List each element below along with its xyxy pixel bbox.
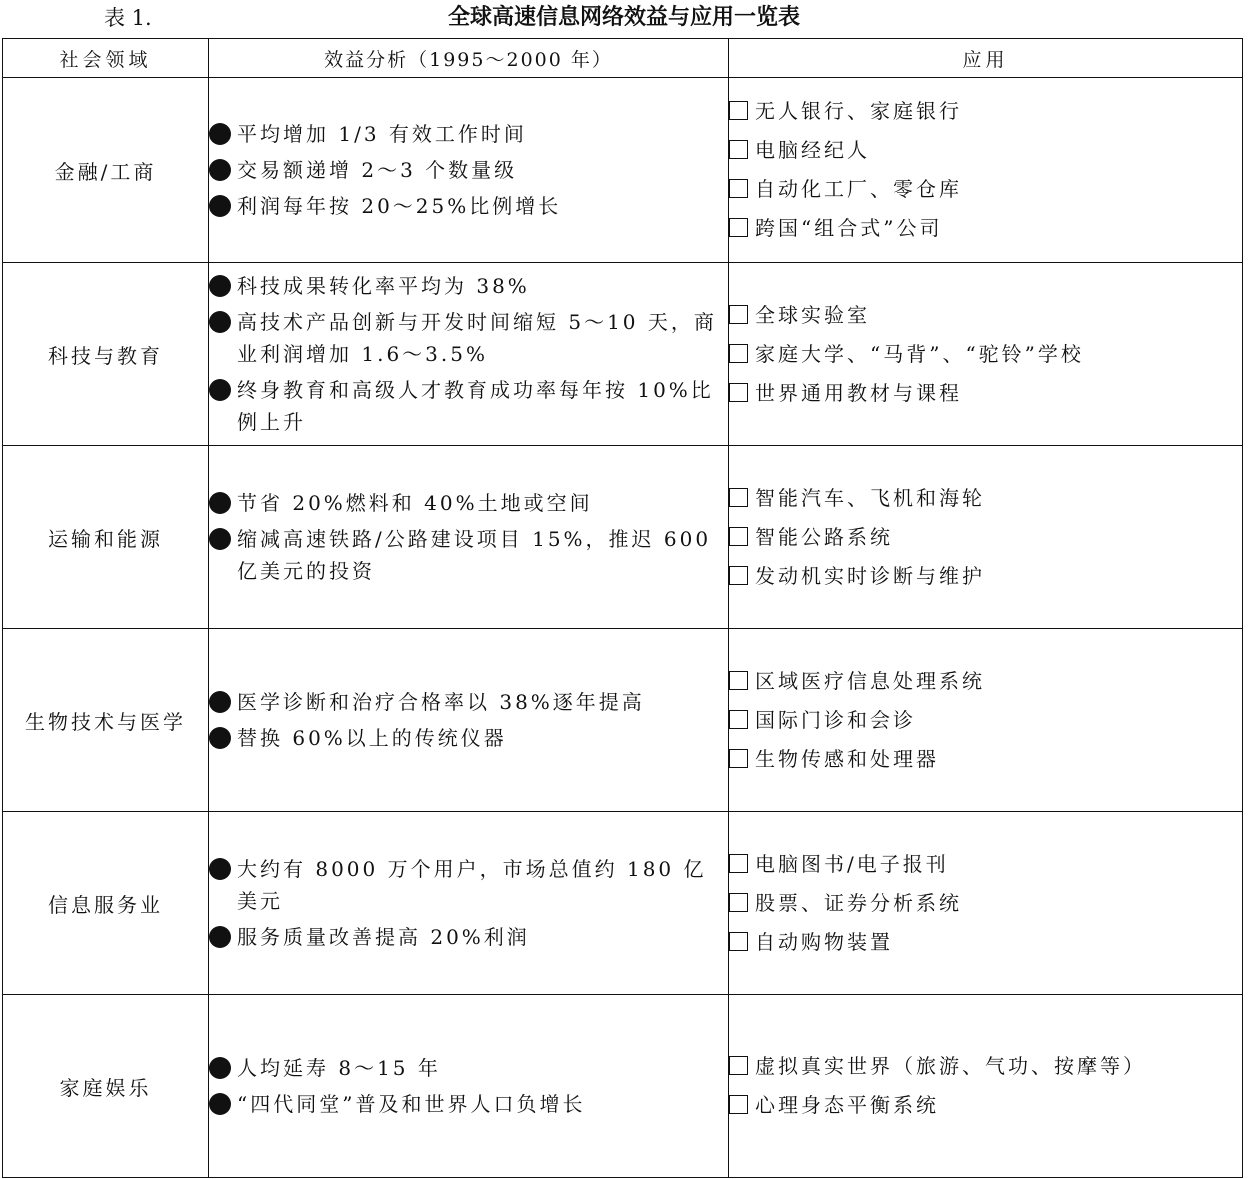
benefit-item <box>209 1088 728 1120</box>
application-item <box>729 170 1242 209</box>
application-item <box>729 845 1242 884</box>
checkbox-square-icon <box>729 527 748 546</box>
table-row <box>3 812 1243 995</box>
application-text: 智能公路系统 <box>755 524 893 549</box>
benefits-cell <box>209 263 729 446</box>
domain-cell: 家庭娱乐 <box>3 995 209 1178</box>
application-item <box>729 1086 1242 1125</box>
applications-list <box>729 92 1242 248</box>
application-item <box>729 884 1242 923</box>
application-text: 自动购物装置 <box>755 929 893 954</box>
benefit-text: 平均增加 1/3 有效工作时间 <box>237 122 527 146</box>
application-item <box>729 131 1242 170</box>
application-item <box>729 1047 1242 1086</box>
bullet-dot-icon <box>209 123 231 145</box>
application-text: 智能汽车、飞机和海轮 <box>755 485 985 510</box>
domain-cell: 信息服务业 <box>3 812 209 995</box>
table-row <box>3 78 1243 263</box>
bullet-dot-icon <box>209 926 231 948</box>
bullet-dot-icon <box>209 275 231 297</box>
application-item <box>729 479 1242 518</box>
applications-cell <box>729 995 1243 1178</box>
table-row <box>3 263 1243 446</box>
benefit-item <box>209 118 728 150</box>
benefit-text: 缩减高速铁路/公路建设项目 15%，推迟 600 亿美元的投资 <box>237 527 712 583</box>
applications-list <box>729 1047 1242 1125</box>
application-text: 国际门诊和会诊 <box>755 707 916 732</box>
checkbox-square-icon <box>729 932 748 951</box>
bullet-dot-icon <box>209 311 231 333</box>
benefits-list <box>209 487 728 587</box>
bullet-dot-icon <box>209 159 231 181</box>
benefits-list <box>209 853 728 953</box>
header-benefits: 效益分析（1995～2000 年） <box>209 39 729 78</box>
application-text: 跨国“组合式”公司 <box>755 216 943 240</box>
benefit-item <box>209 523 728 587</box>
application-item <box>729 374 1242 413</box>
benefits-cell <box>209 446 729 629</box>
application-item <box>729 92 1242 131</box>
benefit-text: 高技术产品创新与开发时间缩短 5～10 天，商业利润增加 1.6～3.5% <box>237 310 717 366</box>
table-caption <box>0 0 1248 38</box>
applications-list <box>729 479 1242 596</box>
application-item <box>729 296 1242 335</box>
benefits-cell <box>209 629 729 812</box>
benefit-item <box>209 154 728 186</box>
application-item <box>729 209 1242 248</box>
benefit-text: 医学诊断和治疗合格率以 38%逐年提高 <box>237 690 645 714</box>
benefits-list <box>209 686 728 754</box>
header-row <box>3 39 1243 78</box>
checkbox-square-icon <box>729 854 748 873</box>
benefit-item <box>209 722 728 754</box>
application-text: 虚拟真实世界（旅游、气功、按摩等） <box>755 1054 1146 1078</box>
benefit-item <box>209 853 728 917</box>
application-text: 无人银行、家庭银行 <box>755 99 962 123</box>
bullet-dot-icon <box>209 1057 231 1079</box>
applications-list <box>729 845 1242 962</box>
application-item <box>729 701 1242 740</box>
application-item <box>729 518 1242 557</box>
bullet-dot-icon <box>209 528 231 550</box>
checkbox-square-icon <box>729 671 748 690</box>
table-number-label: 表 1. <box>104 6 152 30</box>
header-domain: 社会领域 <box>3 39 209 78</box>
benefit-item <box>209 487 728 519</box>
applications-list <box>729 296 1242 413</box>
checkbox-square-icon <box>729 140 748 159</box>
bullet-dot-icon <box>209 1093 231 1115</box>
application-item <box>729 923 1242 962</box>
benefits-applications-table <box>2 38 1243 1178</box>
bullet-dot-icon <box>209 691 231 713</box>
checkbox-square-icon <box>729 179 748 198</box>
benefits-list <box>209 1052 728 1120</box>
benefit-item <box>209 190 728 222</box>
application-item <box>729 557 1242 596</box>
benefit-text: 科技成果转化率平均为 38% <box>237 274 530 298</box>
benefit-item <box>209 686 728 718</box>
header-applications: 应用 <box>729 39 1243 78</box>
bullet-dot-icon <box>209 858 231 880</box>
benefit-text: 人均延寿 8～15 年 <box>237 1056 441 1080</box>
checkbox-square-icon <box>729 893 748 912</box>
benefit-item <box>209 1052 728 1084</box>
application-item <box>729 740 1242 779</box>
benefit-item <box>209 306 728 370</box>
bullet-dot-icon <box>209 727 231 749</box>
benefit-text: 服务质量改善提高 20%利润 <box>237 925 530 949</box>
benefits-cell <box>209 78 729 263</box>
table-row <box>3 995 1243 1178</box>
checkbox-square-icon <box>729 344 748 363</box>
checkbox-square-icon <box>729 1056 748 1075</box>
checkbox-square-icon <box>729 383 748 402</box>
application-text: 生物传感和处理器 <box>755 746 939 771</box>
benefit-item <box>209 374 728 438</box>
applications-cell <box>729 812 1243 995</box>
applications-cell <box>729 446 1243 629</box>
table-row <box>3 629 1243 812</box>
checkbox-square-icon <box>729 1095 748 1114</box>
domain-cell: 金融/工商 <box>3 78 209 263</box>
benefit-text: 交易额递增 2～3 个数量级 <box>237 158 518 182</box>
application-item <box>729 335 1242 374</box>
domain-cell: 运输和能源 <box>3 446 209 629</box>
application-text: 电脑经纪人 <box>755 138 870 162</box>
checkbox-square-icon <box>729 488 748 507</box>
benefit-text: 大约有 8000 万个用户，市场总值约 180 亿美元 <box>237 857 707 913</box>
benefit-text: “四代同堂”普及和世界人口负增长 <box>237 1092 586 1116</box>
benefit-text: 利润每年按 20～25%比例增长 <box>237 194 562 218</box>
checkbox-square-icon <box>729 749 748 768</box>
checkbox-square-icon <box>729 710 748 729</box>
application-text: 心理身态平衡系统 <box>755 1093 939 1117</box>
applications-cell <box>729 263 1243 446</box>
applications-cell <box>729 629 1243 812</box>
benefits-cell <box>209 812 729 995</box>
applications-list <box>729 662 1242 779</box>
application-text: 全球实验室 <box>755 302 870 327</box>
application-text: 世界通用教材与课程 <box>755 380 962 405</box>
checkbox-square-icon <box>729 566 748 585</box>
domain-cell: 生物技术与医学 <box>3 629 209 812</box>
benefits-list <box>209 270 728 438</box>
application-text: 区域医疗信息处理系统 <box>755 668 985 693</box>
benefits-cell <box>209 995 729 1178</box>
application-text: 发动机实时诊断与维护 <box>755 563 985 588</box>
benefit-text: 终身教育和高级人才教育成功率每年按 10%比例上升 <box>237 378 714 434</box>
benefit-item <box>209 270 728 302</box>
checkbox-square-icon <box>729 218 748 237</box>
application-text: 电脑图书/电子报刊 <box>755 851 949 876</box>
benefit-text: 节省 20%燃料和 40%土地或空间 <box>237 491 593 515</box>
checkbox-square-icon <box>729 305 748 324</box>
bullet-dot-icon <box>209 492 231 514</box>
application-text: 股票、证券分析系统 <box>755 890 962 915</box>
applications-cell <box>729 78 1243 263</box>
application-text: 自动化工厂、零仓库 <box>755 177 962 201</box>
bullet-dot-icon <box>209 195 231 217</box>
benefit-text: 替换 60%以上的传统仪器 <box>237 726 507 750</box>
bullet-dot-icon <box>209 379 231 401</box>
domain-cell: 科技与教育 <box>3 263 209 446</box>
application-item <box>729 662 1242 701</box>
checkbox-square-icon <box>729 101 748 120</box>
table-title: 全球高速信息网络效益与应用一览表 <box>447 5 800 30</box>
benefit-item <box>209 921 728 953</box>
application-text: 家庭大学、“马背”、“驼铃”学校 <box>755 341 1084 366</box>
benefits-list <box>209 118 728 222</box>
table-row <box>3 446 1243 629</box>
